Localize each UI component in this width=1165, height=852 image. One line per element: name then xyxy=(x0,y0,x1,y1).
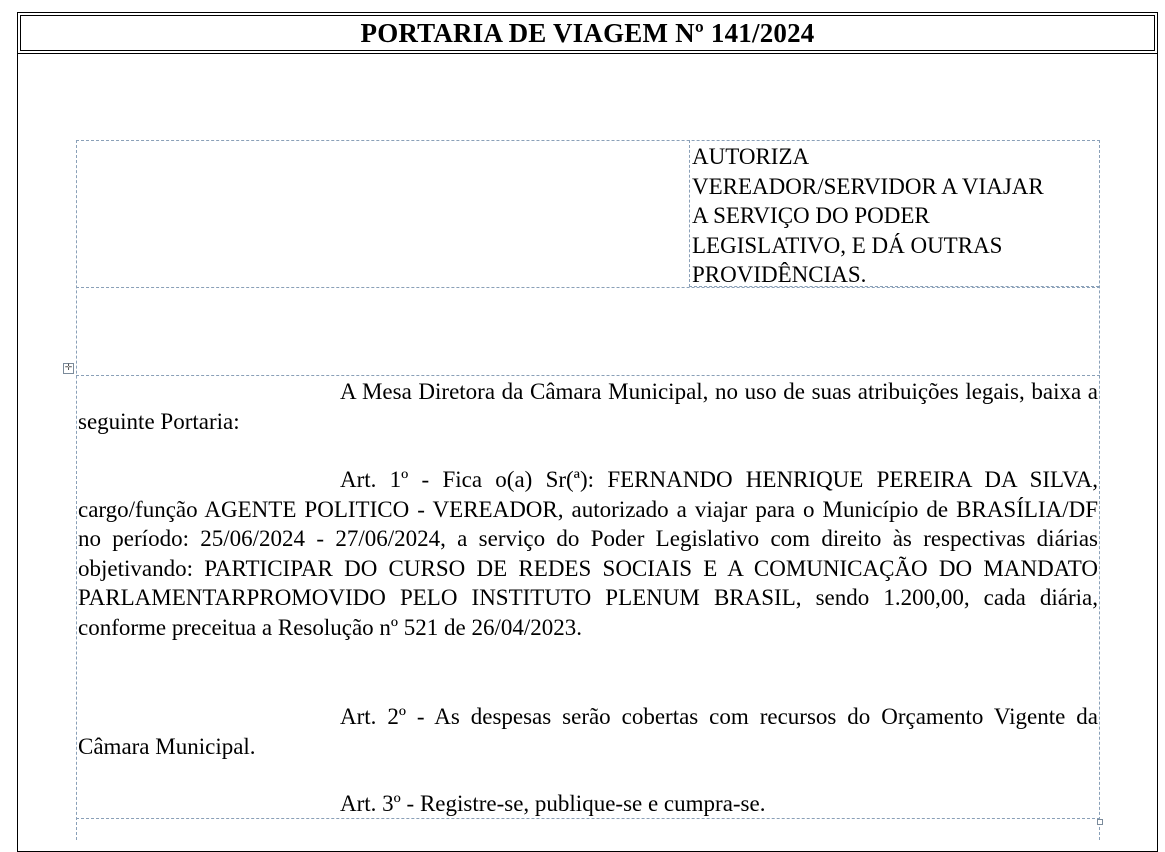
article-3-paragraph: Art. 3º - Registre-se, publique-se e cumpra-se. xyxy=(340,791,766,816)
table-gridline xyxy=(76,287,1100,288)
document-title: PORTARIA DE VIAGEM Nº 141/2024 xyxy=(360,18,815,48)
article-2-paragraph: Art. 2º - As despesas serão cobertas com recursos do Orçamento Vigente da Câmara Municipal. xyxy=(78,704,1098,759)
ementa-line: PROVIDÊNCIAS. xyxy=(692,262,867,287)
ementa-line: LEGISLATIVO, E DÁ OUTRAS xyxy=(692,232,1003,258)
preamble-paragraph: A Mesa Diretora da Câmara Municipal, no uso de suas atribuições legais, baixa a seguinte Portaria: xyxy=(78,379,1098,434)
article-1-paragraph: Art. 1º - Fica o(a) Sr(ª): FERNANDO HENRIQUE PEREIRA DA SILVA, cargo/função AGENTE POLITICO - VEREADOR, autorizado a viajar para o Município de BRASÍLIA/DF no período: 25/06/2024 - 27/06/2024, a serviço do Poder Legislativo com direito às respectivas diárias objetivando: PARTICIPAR DO CURSO DE REDES SOCIAIS E A COMUNICAÇÃO DO MANDATO PARLAMENTARPROMOVIDO PELO INSTITUTO PLENUM BRASIL, sendo 1.200,00, cada diária, conforme preceitua a Resolução nº 521 de 26/04/2023. xyxy=(78,467,1098,640)
ementa-line: A SERVIÇO DO PODER xyxy=(692,203,930,228)
ementa-cell xyxy=(689,140,1099,287)
resize-square-icon[interactable] xyxy=(1097,819,1103,825)
title-box xyxy=(17,12,1158,54)
ementa-line: AUTORIZA xyxy=(692,144,810,169)
move-cross-icon[interactable]: ✛ xyxy=(64,363,73,373)
ementa-line: VEREADOR/SERVIDOR A VIAJAR xyxy=(692,173,1044,199)
table-gridline xyxy=(76,375,1100,376)
